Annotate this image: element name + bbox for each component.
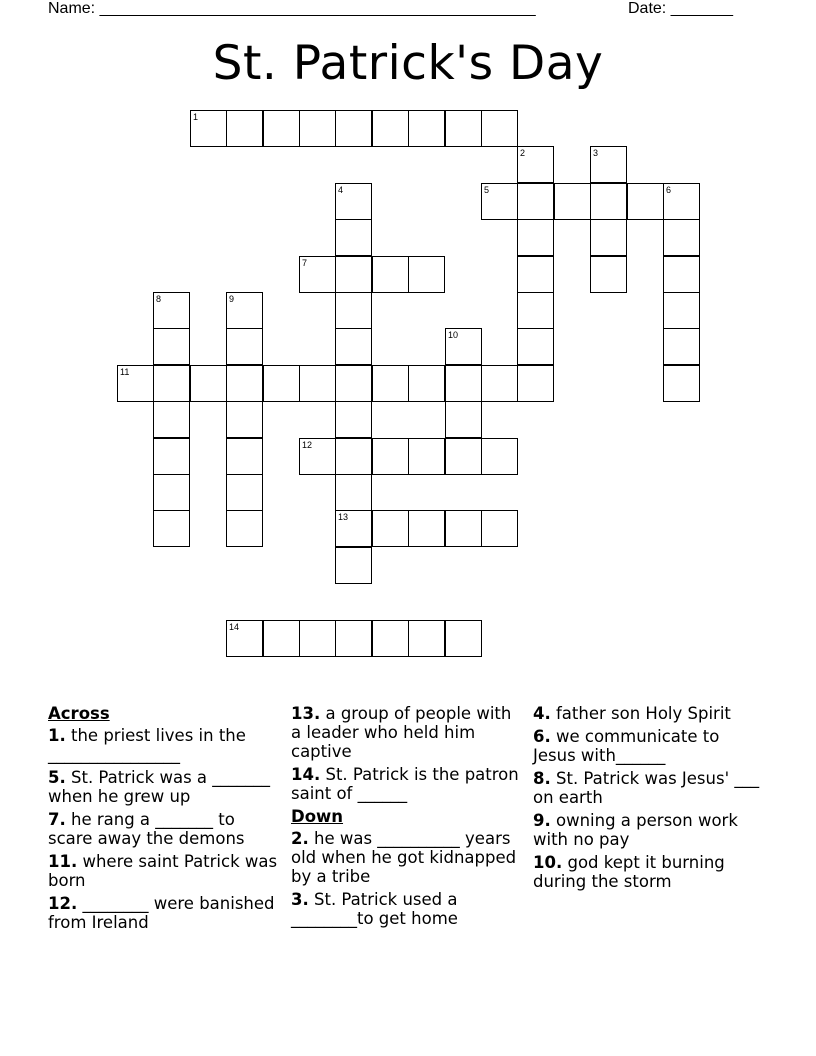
crossword-cell[interactable] (226, 474, 263, 511)
crossword-cell[interactable] (153, 401, 190, 438)
clue-number: 1. (48, 726, 66, 745)
crossword-cell[interactable] (481, 438, 518, 475)
crossword-cell[interactable] (517, 292, 554, 329)
crossword-cell[interactable] (335, 328, 372, 365)
crossword-cell[interactable] (590, 183, 627, 220)
clue-item (48, 852, 278, 890)
clue-text: owning a person work with no pay (533, 811, 738, 849)
crossword-cell[interactable] (663, 256, 700, 293)
clue-number: 12. (48, 894, 78, 913)
crossword-cell[interactable] (517, 146, 554, 183)
crossword-cell[interactable] (445, 365, 482, 402)
crossword-cell[interactable] (335, 292, 372, 329)
crossword-cell[interactable] (445, 510, 482, 547)
crossword-cell[interactable] (372, 620, 409, 657)
cell-number: 2 (520, 148, 526, 158)
clue-text: ________ were banished from Ireland (48, 894, 275, 932)
crossword-cell[interactable] (481, 110, 518, 147)
crossword-cell[interactable] (445, 438, 482, 475)
crossword-cell[interactable] (153, 438, 190, 475)
crossword-cell[interactable] (445, 620, 482, 657)
crossword-cell[interactable] (408, 438, 445, 475)
clue-item (291, 704, 521, 761)
cell-number: 7 (302, 258, 308, 268)
crossword-cell[interactable] (226, 620, 263, 657)
crossword-cell[interactable] (408, 510, 445, 547)
crossword-cell[interactable] (335, 365, 372, 402)
cell-number: 11 (120, 367, 130, 377)
clue-number: 11. (48, 852, 78, 871)
clue-number: 4. (533, 704, 551, 723)
clue-item (291, 829, 521, 886)
across-heading: Across (48, 704, 110, 723)
crossword-cell[interactable] (190, 365, 227, 402)
clue-text: the priest lives in the ________________ (48, 726, 246, 764)
crossword-cell[interactable] (663, 328, 700, 365)
clue-text: St. Patrick is the patron saint of ______ (291, 765, 519, 803)
crossword-cell[interactable] (554, 183, 591, 220)
clue-item (48, 726, 278, 764)
cell-number: 4 (338, 185, 344, 195)
cell-number: 13 (338, 512, 349, 522)
clue-number: 13. (291, 704, 321, 723)
crossword-cell[interactable] (590, 256, 627, 293)
crossword-cell[interactable] (663, 365, 700, 402)
crossword-cell[interactable] (372, 256, 409, 293)
crossword-cell[interactable] (226, 365, 263, 402)
crossword-cell[interactable] (481, 510, 518, 547)
crossword-cell[interactable] (263, 365, 300, 402)
crossword-cell[interactable] (481, 365, 518, 402)
clue-item (533, 727, 763, 765)
crossword-cell[interactable] (517, 183, 554, 220)
crossword-cell[interactable] (408, 620, 445, 657)
crossword-cell[interactable] (590, 146, 627, 183)
crossword-cell[interactable] (226, 401, 263, 438)
crossword-cell[interactable] (299, 620, 336, 657)
crossword-cell[interactable] (153, 292, 190, 329)
crossword-cell[interactable] (335, 620, 372, 657)
crossword-cell[interactable] (517, 219, 554, 256)
crossword-cell[interactable] (372, 110, 409, 147)
crossword-cell[interactable] (408, 365, 445, 402)
clue-number: 7. (48, 810, 66, 829)
cell-number: 14 (229, 622, 240, 632)
crossword-cell[interactable] (663, 183, 700, 220)
crossword-cell[interactable] (335, 183, 372, 220)
crossword-cell[interactable] (299, 438, 336, 475)
down-clue-list-continued (533, 704, 763, 891)
down-clue-list (291, 829, 521, 928)
cell-number: 6 (666, 185, 672, 195)
crossword-cell[interactable] (372, 510, 409, 547)
crossword-cell[interactable] (153, 365, 190, 402)
crossword-cell[interactable] (226, 110, 263, 147)
crossword-cell[interactable] (445, 328, 482, 365)
crossword-cell[interactable] (445, 401, 482, 438)
clue-item (533, 704, 763, 723)
crossword-cell[interactable] (190, 110, 227, 147)
cell-number: 9 (229, 294, 235, 304)
cell-number: 5 (484, 185, 490, 195)
crossword-cell[interactable] (335, 510, 372, 547)
clue-text: St. Patrick was a _______ when he grew up (48, 768, 271, 806)
clue-number: 3. (291, 890, 309, 909)
crossword-cell[interactable] (263, 620, 300, 657)
cell-number: 12 (302, 440, 313, 450)
crossword-cell[interactable] (226, 510, 263, 547)
crossword-cell[interactable] (335, 256, 372, 293)
clue-number: 10. (533, 853, 563, 872)
crossword-cell[interactable] (408, 110, 445, 147)
clue-item (48, 810, 278, 848)
crossword-cell[interactable] (517, 365, 554, 402)
clue-item (48, 894, 278, 932)
clue-text: god kept it burning during the storm (533, 853, 725, 891)
clues-column-1 (48, 704, 278, 936)
clue-number: 14. (291, 765, 321, 784)
crossword-cell[interactable] (299, 256, 336, 293)
crossword-cell[interactable] (590, 219, 627, 256)
crossword-cell[interactable] (153, 510, 190, 547)
clue-text: St. Patrick was Jesus' ___ on earth (533, 769, 760, 807)
crossword-cell[interactable] (335, 110, 372, 147)
page-title: St. Patrick's Day (212, 36, 604, 91)
clue-item (533, 853, 763, 891)
crossword-cell[interactable] (117, 365, 154, 402)
crossword-cell[interactable] (663, 292, 700, 329)
clue-item (291, 765, 521, 803)
clue-number: 9. (533, 811, 551, 830)
clue-item (48, 768, 278, 806)
crossword-cell[interactable] (408, 256, 445, 293)
clue-text: St. Patrick used a ________to get home (291, 890, 458, 928)
crossword-cell[interactable] (517, 328, 554, 365)
clue-text: where saint Patrick was born (48, 852, 278, 890)
clue-item (533, 769, 763, 807)
cell-number: 1 (193, 112, 199, 122)
name-field-label: Name: _________________________________________________ (48, 0, 536, 17)
clue-number: 5. (48, 768, 66, 787)
crossword-cell[interactable] (335, 474, 372, 511)
clue-number: 2. (291, 829, 309, 848)
cell-number: 8 (156, 294, 162, 304)
crossword-cell[interactable] (299, 365, 336, 402)
crossword-cell[interactable] (153, 474, 190, 511)
crossword-cell[interactable] (299, 110, 336, 147)
clue-number: 6. (533, 727, 551, 746)
clue-text: we communicate to Jesus with______ (533, 727, 720, 765)
clue-number: 8. (533, 769, 551, 788)
crossword-cell[interactable] (226, 438, 263, 475)
clue-text: father son Holy Spirit (550, 704, 731, 723)
clues-column-3 (533, 704, 763, 895)
cell-number: 3 (593, 148, 599, 158)
cell-number: 10 (448, 330, 459, 340)
down-heading: Down (291, 807, 344, 826)
clue-item (291, 890, 521, 928)
crossword-cell[interactable] (226, 328, 263, 365)
crossword-cell[interactable] (627, 183, 664, 220)
crossword-cell[interactable] (481, 183, 518, 220)
clue-item (533, 811, 763, 849)
crossword-cell[interactable] (335, 547, 372, 584)
crossword-cell[interactable] (445, 110, 482, 147)
clue-text: he rang a _______ to scare away the demons (48, 810, 245, 848)
crossword-cell[interactable] (663, 219, 700, 256)
crossword-cell[interactable] (263, 110, 300, 147)
crossword-cell[interactable] (372, 365, 409, 402)
crossword-cell[interactable] (226, 292, 263, 329)
clues-column-2 (291, 704, 521, 932)
crossword-cell[interactable] (335, 401, 372, 438)
clue-text: a group of people with a leader who held him captive (291, 704, 512, 761)
crossword-cell[interactable] (335, 438, 372, 475)
clue-text: he was __________ years old when he got kidnapped by a tribe (291, 829, 517, 886)
crossword-cell[interactable] (372, 438, 409, 475)
across-clue-list-continued (291, 704, 521, 803)
crossword-cell[interactable] (517, 256, 554, 293)
crossword-cell[interactable] (335, 219, 372, 256)
crossword-cell[interactable] (153, 328, 190, 365)
date-field-label: Date: _______ (628, 0, 733, 17)
across-clue-list (48, 726, 278, 932)
